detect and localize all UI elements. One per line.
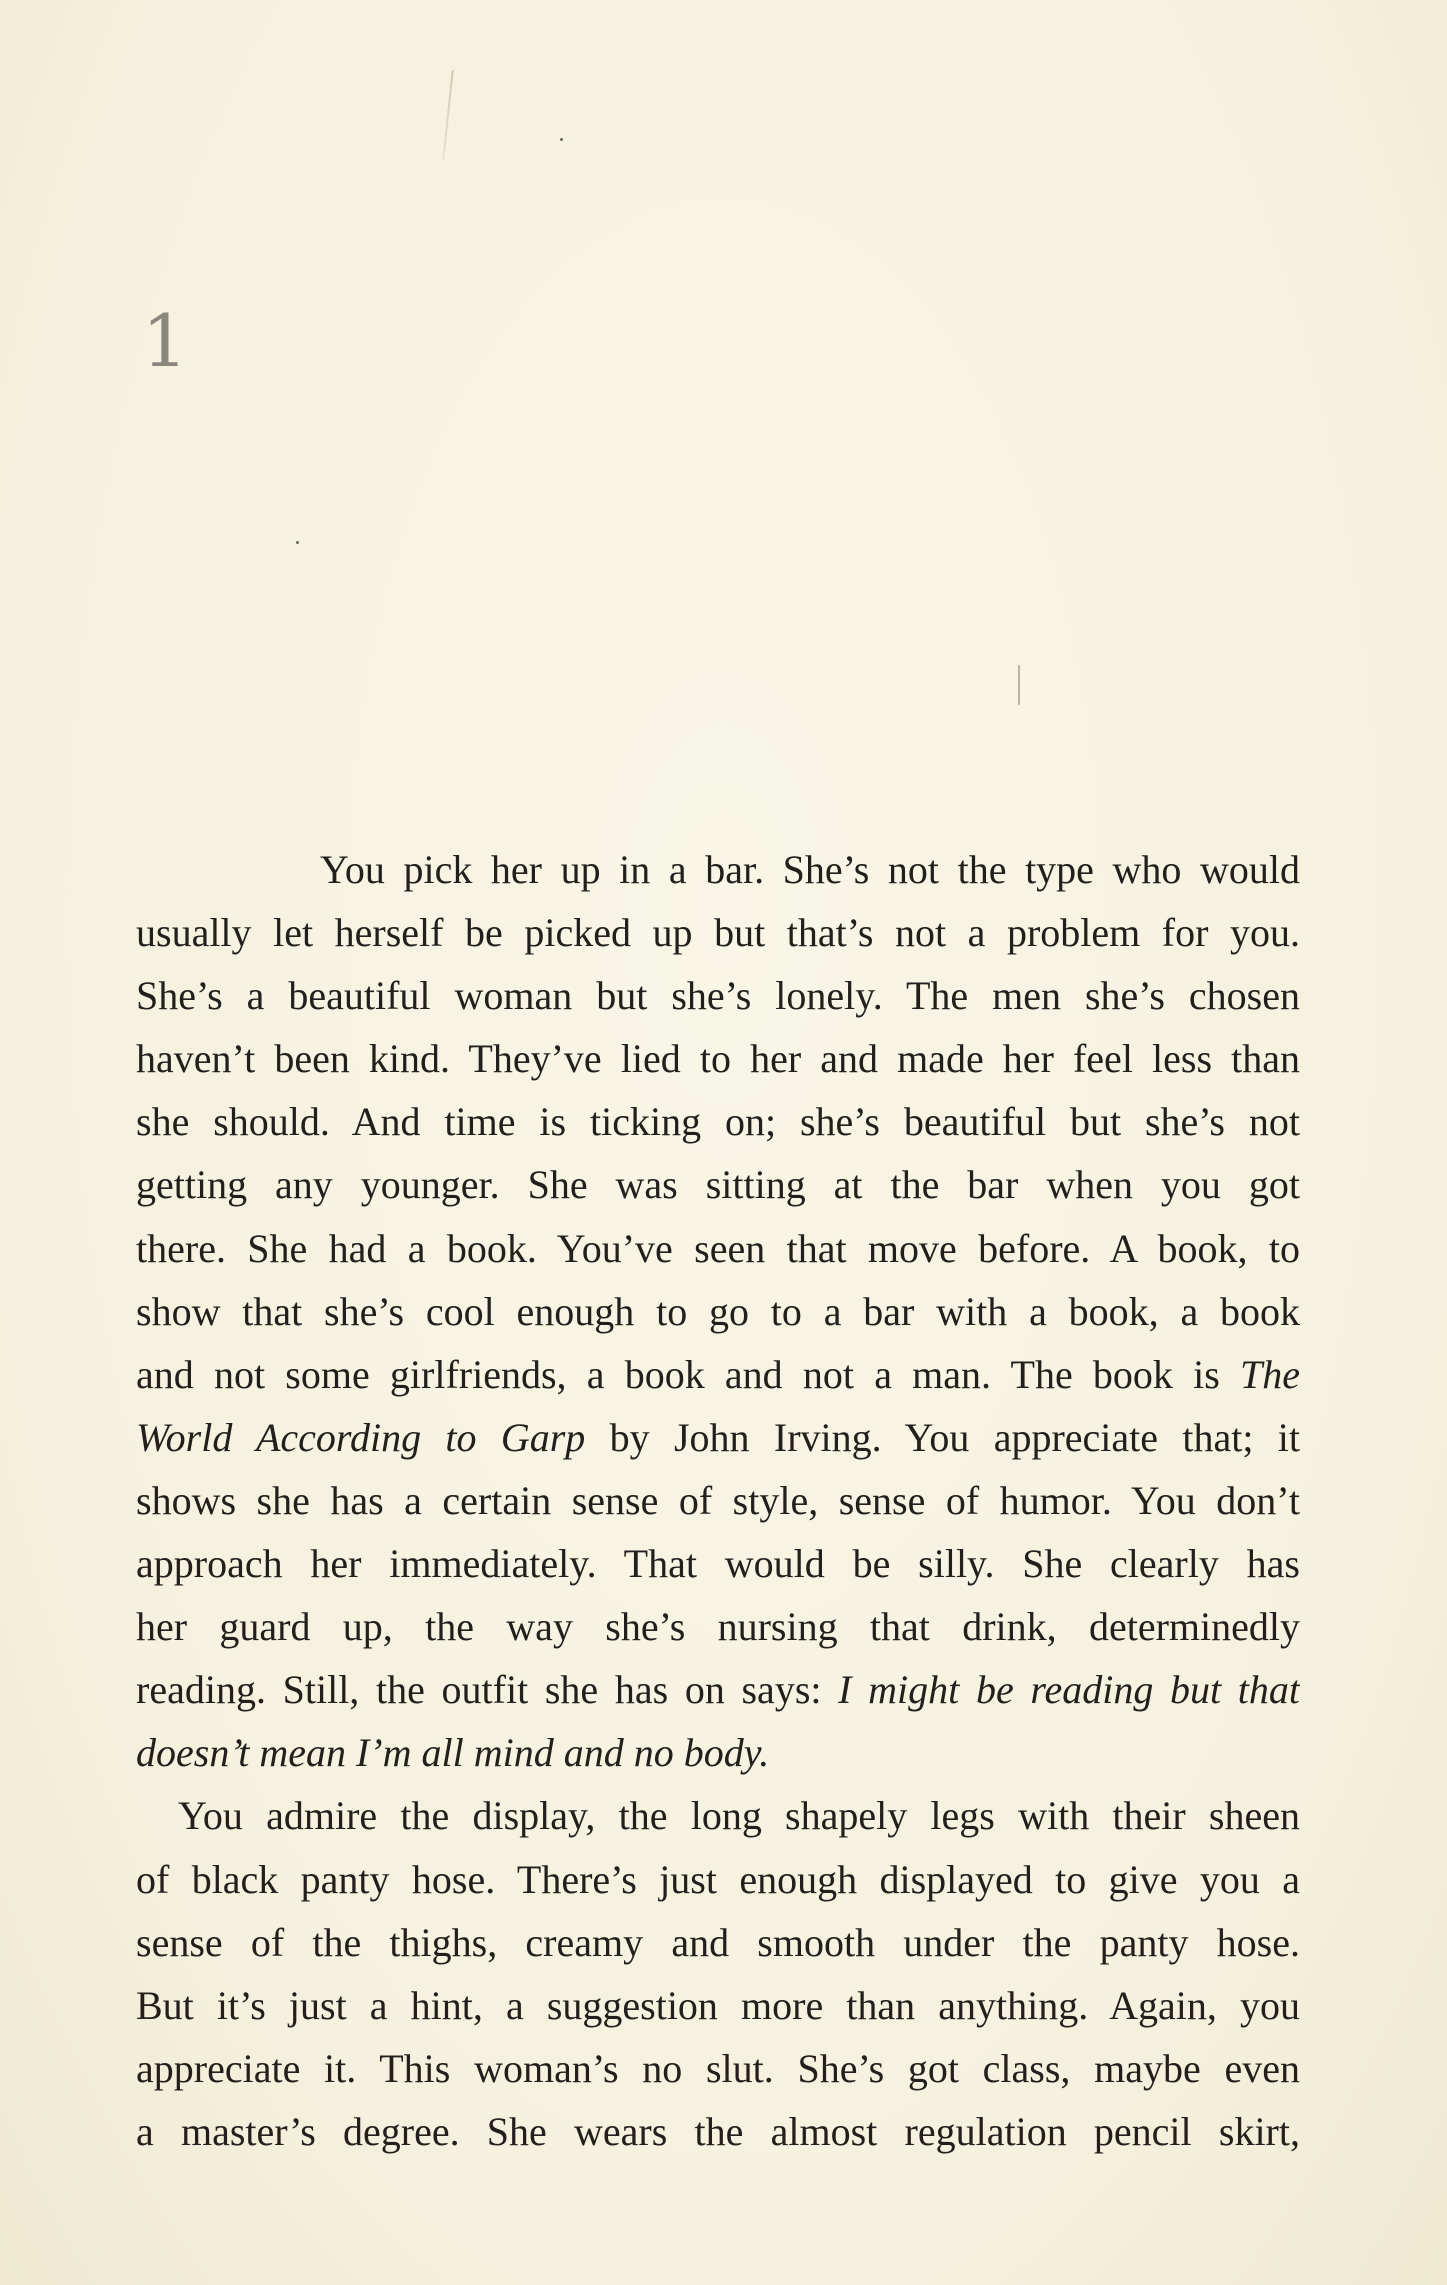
- text-line: [136, 2100, 1300, 2163]
- text-run: usually let herself be picked up but that’s not a problem for you.: [136, 910, 1300, 956]
- paper-mark: [442, 70, 453, 160]
- text-line: [136, 1911, 1300, 1974]
- text-line: [136, 1721, 1300, 1784]
- text-run: sense of the thighs, creamy and smooth under the panty hose.: [136, 1919, 1300, 1965]
- text-run: approach her immediately. That would be silly. She clearly has: [136, 1541, 1300, 1587]
- text-line: [136, 901, 1300, 964]
- italic-text: World According to Garp: [136, 1414, 586, 1460]
- text-run: shows she has a certain sense of style, sense of humor. You don’t: [136, 1477, 1300, 1523]
- text-line: [136, 1153, 1300, 1216]
- text-run: She’s a beautiful woman but she’s lonely. The men she’s chosen: [136, 973, 1300, 1019]
- chapter-number: 1: [142, 299, 188, 383]
- text-line: [136, 1343, 1300, 1406]
- italic-text: doesn’t mean I’m all mind and no body.: [136, 1730, 770, 1776]
- text-run: a master’s degree. She wears the almost regulation pencil skirt,: [136, 2108, 1300, 2154]
- text-run: show that she’s cool enough to go to a bar with a book, a book: [136, 1288, 1300, 1334]
- italic-text: The: [1240, 1351, 1300, 1397]
- text-line: [136, 1280, 1300, 1343]
- text-run: by John Irving. You appreciate that; it: [585, 1414, 1300, 1460]
- paper-speck: [560, 138, 563, 141]
- text-line: [136, 1784, 1300, 1847]
- text-line: [136, 1090, 1300, 1153]
- text-run: her guard up, the way she’s nursing that drink, determinedly: [136, 1604, 1300, 1650]
- text-line: [136, 964, 1300, 1027]
- text-run: there. She had a book. You’ve seen that move before. A book, to: [136, 1225, 1300, 1271]
- text-run: But it’s just a hint, a suggestion more than anything. Again, you: [136, 1982, 1300, 2028]
- text-line: [136, 838, 1300, 901]
- paper-speck: [296, 541, 299, 544]
- text-line: [136, 1469, 1300, 1532]
- text-run: of black panty hose. There’s just enough displayed to give you a: [136, 1856, 1300, 1902]
- text-run: she should. And time is ticking on; she’s beautiful but she’s not: [136, 1099, 1300, 1145]
- text-line: [136, 1406, 1300, 1469]
- italic-text: I might be reading but that: [838, 1667, 1300, 1713]
- text-run: appreciate it. This woman’s no slut. She’s got class, maybe even: [136, 2045, 1300, 2091]
- text-run: haven’t been kind. They’ve lied to her and made her feel less than: [136, 1036, 1300, 1082]
- text-run: You admire the display, the long shapely legs with their sheen: [178, 1793, 1300, 1839]
- text-run: and not some girlfriends, a book and not a man. The book is: [136, 1351, 1240, 1397]
- text-line: [136, 1974, 1300, 2037]
- text-line: [136, 1027, 1300, 1090]
- text-run: You pick her up in a bar. She’s not the type who would: [320, 847, 1300, 892]
- paper-speck: [1018, 665, 1020, 705]
- text-line: [136, 1658, 1300, 1721]
- text-line: [136, 1595, 1300, 1658]
- text-run: reading. Still, the outfit she has on says:: [136, 1667, 839, 1713]
- text-line: [136, 1217, 1300, 1280]
- text-run: getting any younger. She was sitting at the bar when you got: [136, 1162, 1300, 1208]
- text-line: [136, 1848, 1300, 1911]
- body-text: [136, 838, 1300, 2163]
- text-line: [136, 1532, 1300, 1595]
- text-line: [136, 2037, 1300, 2100]
